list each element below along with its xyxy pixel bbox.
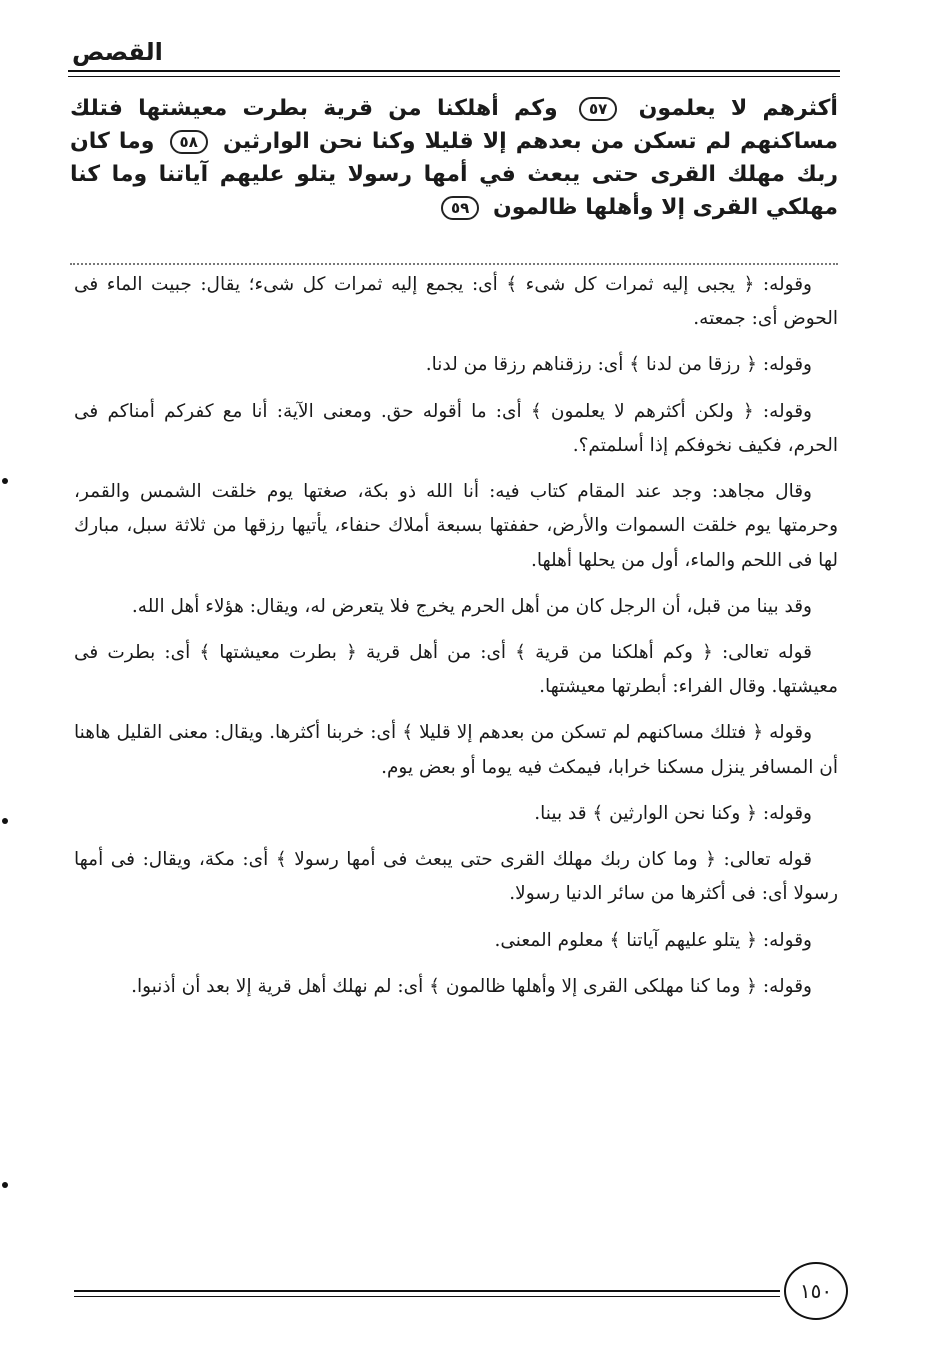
page-number-badge: [784, 1262, 848, 1320]
surah-title: القصص: [72, 38, 163, 66]
scan-speck: [2, 1182, 8, 1188]
header-rule-top: [68, 70, 840, 72]
commentary-paragraph: وقوله: ﴿ وما كنا مهلكى القرى إلا وأهلها ظالمون ﴾ أى: لم نهلك أهل قرية إلا بعد أن أذنبوا.: [131, 975, 812, 997]
commentary-paragraph: وقال مجاهد: وجد عند المقام كتاب فيه: أنا الله ذو بكة، صغتها يوم خلقت الشمس والقمر، وحرمتها يوم خلقت السموات والأرض، حففتها بسبعة أملاك حنفاء، يأتيها رزقها من ثلاثة سبل، مبارك لها فى اللحم والماء، أول من يحلها أهلها.: [74, 481, 838, 571]
commentary-paragraph: قوله تعالى: ﴿ وكم أهلكنا من قرية ﴾ أى: من أهل قرية ﴿ بطرت معيشتها ﴾ أى: بطرت فى معيشتها. وقال الفراء: أبطرتها معيشتها.: [74, 641, 838, 698]
verse-text: وما كان ربك مهلك القرى حتى يبعث في أمها رسولا يتلو عليهم آياتنا وما كنا مهلكي القرى إلا وأهلها ظالمون: [70, 129, 838, 220]
footer-rule-top: [74, 1290, 780, 1292]
commentary-paragraph: وقوله: ﴿ يجبى إليه ثمرات كل شىء ﴾ أى: يجمع إليه ثمرات كل شىء؛ يقال: جبيت الماء فى الحوض أى: جمعته.: [74, 274, 838, 330]
ayah-number-marker: ٥٨: [170, 130, 208, 154]
commentary-paragraph: وقوله ﴿ فتلك مساكنهم لم تسكن من بعدهم إلا قليلا ﴾ أى: خربنا أكثرها. ويقال: معنى القليل هاهنا أن المسافر ينزل مسكنا خرابا، فيمكث فيه يوما أو بعض يوم.: [74, 722, 838, 778]
footer-rule-bottom: [74, 1296, 780, 1297]
quran-verses: [70, 92, 838, 224]
scan-speck: [2, 478, 8, 484]
commentary-paragraph: وقوله: ﴿ يتلو عليهم آياتنا ﴾ معلوم المعنى.: [494, 929, 812, 951]
ayah-number-marker: ٥٧: [579, 97, 617, 121]
verse-text: أكثرهم لا يعلمون: [638, 96, 838, 121]
commentary-paragraph: وقوله: ﴿ رزقا من لدنا ﴾ أى: رزقناهم رزقا من لدنا.: [425, 354, 812, 376]
commentary-paragraph: وقوله: ﴿ وكنا نحن الوارثين ﴾ قد بينا.: [534, 802, 812, 824]
commentary-paragraph: وقوله: ﴿ ولكن أكثرهم لا يعلمون ﴾ أى: ما أقوله حق. ومعنى الآية: أنا مع كفركم أمناكم فى الحرم، فكيف نخوفكم إذا أسلمتم؟.: [74, 400, 838, 456]
commentary-paragraph: وقد بينا من قبل، أن الرجل كان من أهل الحرم يخرج فلا يتعرض له، ويقال: هؤلاء أهل الله.: [131, 595, 812, 617]
ayah-number-marker: ٥٩: [441, 196, 479, 220]
scan-speck: [2, 818, 8, 824]
commentary-paragraph: قوله تعالى: ﴿ وما كان ربك مهلك القرى حتى يبعث فى أمها رسولا ﴾ أى: مكة، ويقال: فى أمها رسولا أى: فى أكثرها من سائر الدنيا رسولا.: [74, 849, 838, 905]
verse-separator: [70, 263, 838, 265]
header-rule-bottom: [68, 76, 840, 77]
page-number: ١٥٠: [799, 1279, 833, 1303]
verse-text: وكم أهلكنا من قرية بطرت معيشتها فتلك مساكنهم لم تسكن من بعدهم إلا قليلا وكنا نحن الوارثين: [70, 96, 838, 154]
tafsir-commentary: [74, 268, 838, 1016]
